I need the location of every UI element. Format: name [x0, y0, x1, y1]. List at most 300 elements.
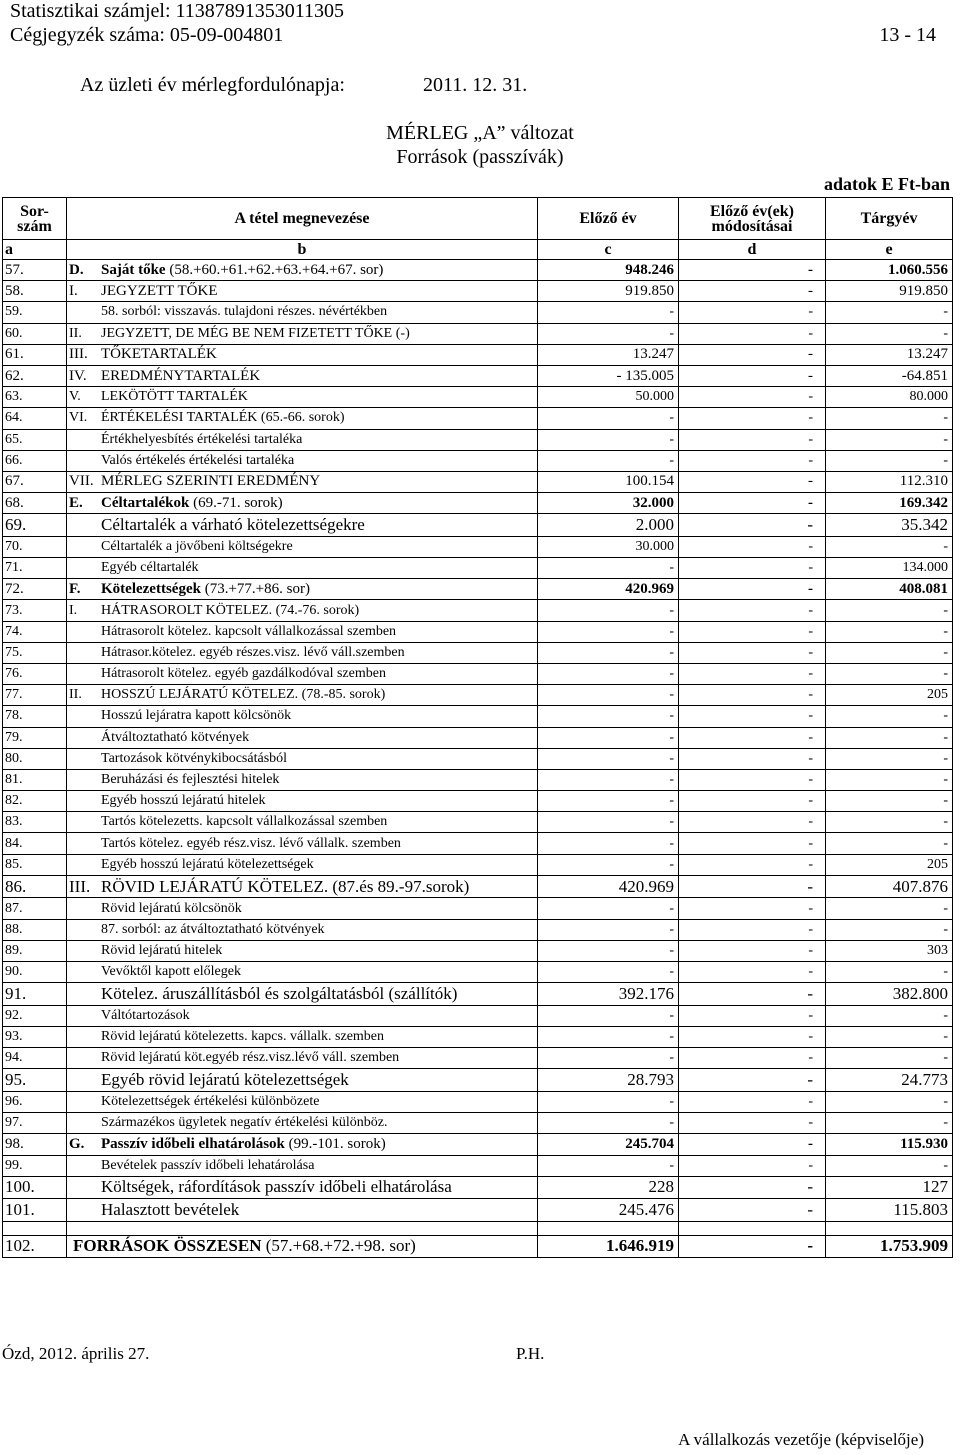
total-value-d: - — [679, 1235, 826, 1257]
table-row — [3, 642, 953, 663]
row-name-cell — [67, 281, 538, 302]
value-d: - — [679, 685, 826, 706]
table-row — [3, 514, 953, 537]
value-e: - — [826, 1091, 953, 1112]
table-row — [3, 579, 953, 600]
value-e: 35.342 — [826, 514, 953, 537]
value-d: - — [679, 1091, 826, 1112]
row-name-cell — [67, 558, 538, 579]
row-number: 87. — [3, 898, 67, 919]
value-c: 100.154 — [538, 471, 679, 492]
row-name-cell — [67, 919, 538, 940]
value-e: - — [826, 812, 953, 833]
table-row — [3, 812, 953, 833]
value-d: - — [679, 429, 826, 450]
row-name-cell — [67, 962, 538, 983]
row-number: 68. — [3, 493, 67, 514]
value-d: - — [679, 1113, 826, 1134]
table-row — [3, 450, 953, 471]
value-e: - — [826, 898, 953, 919]
value-d: - — [679, 471, 826, 492]
row-number: 94. — [3, 1048, 67, 1069]
table-row — [3, 493, 953, 514]
row-name-cell — [67, 302, 538, 323]
value-d: - — [679, 387, 826, 408]
row-name: TŐKETARTALÉK — [101, 346, 217, 363]
unit-label: adatok E Ft-ban — [823, 174, 950, 194]
row-name: Beruházási és fejlesztési hitelek — [101, 772, 280, 787]
row-number: 92. — [3, 1005, 67, 1026]
row-name-bold: Saját tőke — [101, 261, 170, 278]
row-name: ÉRTÉKELÉSI TARTALÉK (65.-66. sorok) — [101, 410, 345, 426]
row-name: Rövid lejáratú köt.egyéb rész.visz.lévő váll. szemben — [101, 1050, 400, 1066]
row-name: Halasztott bevételek — [101, 1200, 240, 1220]
value-d: - — [679, 727, 826, 748]
row-number: 65. — [3, 429, 67, 450]
row-number: 66. — [3, 450, 67, 471]
value-c: - — [538, 600, 679, 621]
value-d: - — [679, 919, 826, 940]
row-name-cell — [67, 514, 538, 537]
value-c: - — [538, 302, 679, 323]
row-name: Értékhelyesbítés értékelési tartaléka — [101, 431, 303, 447]
balance-subtitle: Források (passzívák) — [396, 146, 564, 168]
value-d: - — [679, 260, 826, 281]
row-name: Céltartalék a várható kötelezettségekre — [101, 515, 365, 535]
table-row — [3, 471, 953, 492]
value-e: 408.081 — [826, 579, 953, 600]
value-e: 112.310 — [826, 471, 953, 492]
value-c: 50.000 — [538, 387, 679, 408]
row-name: Céltartalékok (69.-71. sorok) — [101, 494, 283, 511]
value-d: - — [679, 833, 826, 854]
total-value-c: 1.646.919 — [538, 1235, 679, 1257]
table-row — [3, 344, 953, 365]
spacer-cell — [679, 1221, 826, 1235]
table-row — [3, 769, 953, 790]
page-range: 13 - 14 — [879, 24, 936, 46]
value-d: - — [679, 898, 826, 919]
value-e: - — [826, 450, 953, 471]
row-name: EREDMÉNYTARTALÉK — [101, 367, 261, 384]
row-number: 82. — [3, 791, 67, 812]
header-row — [3, 198, 953, 240]
row-name: Váltótartozások — [101, 1007, 190, 1023]
value-e: - — [826, 727, 953, 748]
value-c: - — [538, 558, 679, 579]
value-e: - — [826, 621, 953, 642]
table-row — [3, 365, 953, 386]
value-c: - — [538, 940, 679, 961]
total-row — [3, 1235, 953, 1257]
row-number: 76. — [3, 663, 67, 684]
value-c: - — [538, 642, 679, 663]
value-e: - — [826, 769, 953, 790]
row-name-cell — [67, 450, 538, 471]
table-row — [3, 663, 953, 684]
row-number: 73. — [3, 600, 67, 621]
value-d: - — [679, 514, 826, 537]
place-date: Ózd, 2012. április 27. — [2, 1344, 150, 1363]
value-e: 382.800 — [826, 983, 953, 1006]
row-name-cell — [67, 1069, 538, 1092]
row-name-cell — [67, 621, 538, 642]
value-d: - — [679, 408, 826, 429]
row-number: 69. — [3, 514, 67, 537]
row-section-code: III. — [69, 346, 88, 363]
row-name: Hátrasorolt kötelez. egyéb gazdálkodóval szemben — [101, 666, 386, 682]
row-name: JEGYZETT TŐKE — [101, 282, 218, 299]
value-e: 115.930 — [826, 1134, 953, 1155]
value-d: - — [679, 536, 826, 557]
value-d: - — [679, 1199, 826, 1222]
row-name-cell — [67, 408, 538, 429]
table-row — [3, 833, 953, 854]
row-number: 70. — [3, 536, 67, 557]
row-name-bold: Passzív időbeli elhatárolások — [101, 1135, 289, 1152]
row-number: 84. — [3, 833, 67, 854]
row-name: Rövid lejáratú hitelek — [101, 942, 223, 958]
value-d: - — [679, 621, 826, 642]
col-mod: Előző év(ek) módosításai — [679, 198, 826, 240]
row-number: 62. — [3, 365, 67, 386]
row-number: 78. — [3, 706, 67, 727]
row-name: RÖVID LEJÁRATÚ KÖTELEZ. (87.és 89.-97.sorok) — [101, 876, 470, 896]
value-c: - — [538, 685, 679, 706]
value-c: - — [538, 727, 679, 748]
row-name-cell — [67, 727, 538, 748]
value-e: 80.000 — [826, 387, 953, 408]
row-number: 97. — [3, 1113, 67, 1134]
signature-label: A vállalkozás vezetője (képviselője) — [678, 1430, 924, 1449]
letter-c: c — [538, 240, 679, 260]
table-row — [3, 281, 953, 302]
value-d: - — [679, 706, 826, 727]
value-c: 228 — [538, 1176, 679, 1199]
table-row — [3, 919, 953, 940]
row-name-cell — [67, 748, 538, 769]
row-number: 85. — [3, 854, 67, 875]
row-name: Tartós kötelezetts. kapcsolt vállalkozással szemben — [101, 814, 388, 830]
value-c: 420.969 — [538, 579, 679, 600]
value-e: - — [826, 919, 953, 940]
value-e: -64.851 — [826, 365, 953, 386]
letter-row — [3, 240, 953, 260]
table-row — [3, 1026, 953, 1047]
spacer-cell — [538, 1221, 679, 1235]
value-e: 303 — [826, 940, 953, 961]
row-name: Egyéb hosszú lejáratú hitelek — [101, 793, 266, 809]
value-d: - — [679, 769, 826, 790]
value-c: - — [538, 919, 679, 940]
row-name-cell — [67, 1176, 538, 1199]
row-section-code: D. — [69, 261, 84, 278]
table-row — [3, 600, 953, 621]
value-e: 115.803 — [826, 1199, 953, 1222]
spacer-cell — [67, 1221, 538, 1235]
row-name-cell — [67, 791, 538, 812]
value-c: - — [538, 898, 679, 919]
row-name-cell — [67, 642, 538, 663]
row-number: 95. — [3, 1069, 67, 1092]
table-row — [3, 875, 953, 898]
row-number: 64. — [3, 408, 67, 429]
row-name-cell — [67, 769, 538, 790]
row-number: 93. — [3, 1026, 67, 1047]
table-body — [3, 260, 953, 1258]
table-row — [3, 1134, 953, 1155]
row-number: 74. — [3, 621, 67, 642]
letter-b: b — [67, 240, 538, 260]
row-name: Saját tőke (58.+60.+61.+62.+63.+64.+67. sor) — [101, 261, 384, 278]
value-c: - — [538, 748, 679, 769]
row-name-cell — [67, 600, 538, 621]
row-name: 58. sorból: visszavás. tulajdoni részes. névértékben — [101, 304, 388, 320]
value-d: - — [679, 1005, 826, 1026]
value-c: - 135.005 — [538, 365, 679, 386]
value-c: 948.246 — [538, 260, 679, 281]
row-name-cell — [67, 854, 538, 875]
row-name-cell — [67, 365, 538, 386]
value-c: - — [538, 429, 679, 450]
value-c: - — [538, 812, 679, 833]
balance-table — [2, 197, 953, 1258]
value-d: - — [679, 642, 826, 663]
letter-a: a — [3, 240, 67, 260]
value-c: 919.850 — [538, 281, 679, 302]
total-name — [67, 1235, 538, 1257]
table-row — [3, 260, 953, 281]
row-section-code: III. — [69, 876, 91, 896]
value-d: - — [679, 344, 826, 365]
row-name: Költségek, ráfordítások passzív időbeli elhatárolása — [101, 1177, 452, 1197]
row-number: 101. — [3, 1199, 67, 1222]
value-d: - — [679, 302, 826, 323]
row-number: 67. — [3, 471, 67, 492]
value-d: - — [679, 748, 826, 769]
table-row — [3, 621, 953, 642]
row-name: Származékos ügyletek negatív értékelési különböz. — [101, 1115, 388, 1131]
value-c: - — [538, 1155, 679, 1176]
value-e: - — [826, 323, 953, 344]
value-d: - — [679, 579, 826, 600]
value-c: - — [538, 1005, 679, 1026]
row-name-cell — [67, 387, 538, 408]
value-d: - — [679, 450, 826, 471]
value-e: - — [826, 600, 953, 621]
row-name-cell — [67, 1199, 538, 1222]
col-curr: Tárgyév — [826, 198, 953, 240]
row-section-code: VII. — [69, 473, 94, 490]
total-name-rest: (57.+68.+72.+98. sor) — [261, 1236, 416, 1256]
balance-title: MÉRLEG „A” változat — [386, 122, 574, 144]
value-d: - — [679, 812, 826, 833]
table-row — [3, 791, 953, 812]
value-d: - — [679, 281, 826, 302]
table-row — [3, 854, 953, 875]
table-row — [3, 706, 953, 727]
row-name-cell — [67, 344, 538, 365]
row-name-cell — [67, 1155, 538, 1176]
value-c: - — [538, 962, 679, 983]
letter-e: e — [826, 240, 953, 260]
row-name-cell — [67, 875, 538, 898]
value-c: - — [538, 854, 679, 875]
row-number: 72. — [3, 579, 67, 600]
value-e: - — [826, 429, 953, 450]
row-name-cell — [67, 833, 538, 854]
table-row — [3, 1005, 953, 1026]
col-name: A tétel megnevezése — [67, 198, 538, 240]
row-name-cell — [67, 536, 538, 557]
value-c: 245.704 — [538, 1134, 679, 1155]
value-e: - — [826, 663, 953, 684]
table-row — [3, 940, 953, 961]
row-number: 98. — [3, 1134, 67, 1155]
table-row — [3, 1113, 953, 1134]
row-number: 71. — [3, 558, 67, 579]
row-name-cell — [67, 706, 538, 727]
ph-mark: P.H. — [516, 1344, 545, 1363]
row-section-code: G. — [69, 1135, 85, 1152]
value-c: - — [538, 833, 679, 854]
total-number: 102. — [3, 1235, 67, 1257]
value-e: - — [826, 748, 953, 769]
total-value-e: 1.753.909 — [826, 1235, 953, 1257]
row-name-cell — [67, 898, 538, 919]
row-name: Valós értékelés értékelési tartaléka — [101, 452, 295, 468]
row-name: HOSSZÚ LEJÁRATÚ KÖTELEZ. (78.-85. sorok) — [101, 687, 386, 703]
value-e: 919.850 — [826, 281, 953, 302]
row-name-cell — [67, 471, 538, 492]
table-row — [3, 1176, 953, 1199]
value-e: - — [826, 791, 953, 812]
value-e: - — [826, 642, 953, 663]
row-name-cell — [67, 1091, 538, 1112]
row-name-cell — [67, 685, 538, 706]
value-e: 407.876 — [826, 875, 953, 898]
row-name: Kötelezettségek (73.+77.+86. sor) — [101, 580, 310, 597]
row-section-code: IV. — [69, 367, 87, 384]
row-name-cell — [67, 260, 538, 281]
table-row — [3, 1155, 953, 1176]
col-prev: Előző év — [538, 198, 679, 240]
value-d: - — [679, 1026, 826, 1047]
value-c: - — [538, 1091, 679, 1112]
value-d: - — [679, 1048, 826, 1069]
row-name: Hátrasorolt kötelez. kapcsolt vállalkozással szemben — [101, 623, 397, 639]
value-d: - — [679, 600, 826, 621]
value-d: - — [679, 962, 826, 983]
value-e: 205 — [826, 685, 953, 706]
table-row — [3, 983, 953, 1006]
row-number: 57. — [3, 260, 67, 281]
value-e: 205 — [826, 854, 953, 875]
value-e: 24.773 — [826, 1069, 953, 1092]
value-d: - — [679, 365, 826, 386]
row-name: Hátrasor.kötelez. egyéb részes.visz. lévő váll.szemben — [101, 644, 405, 660]
spacer-cell — [3, 1221, 67, 1235]
row-name: Rövid lejáratú kötelezetts. kapcs. vállalk. szemben — [101, 1029, 385, 1045]
value-e: 1.060.556 — [826, 260, 953, 281]
value-d: - — [679, 983, 826, 1006]
row-name: Tartozások kötvénykibocsátásból — [101, 750, 288, 766]
value-d: - — [679, 558, 826, 579]
value-e: - — [826, 408, 953, 429]
value-c: - — [538, 769, 679, 790]
value-e: - — [826, 833, 953, 854]
value-c: - — [538, 450, 679, 471]
table-row — [3, 387, 953, 408]
row-number: 86. — [3, 875, 67, 898]
col-sorszam: Sor- szám — [3, 198, 67, 240]
row-name-cell — [67, 323, 538, 344]
value-c: 32.000 — [538, 493, 679, 514]
company-reg: Cégjegyzék száma: 05-09-004801 — [10, 24, 284, 46]
value-c: 420.969 — [538, 875, 679, 898]
value-d: - — [679, 791, 826, 812]
row-name: Egyéb rövid lejáratú kötelezettségek — [101, 1070, 349, 1090]
row-name-cell — [67, 1005, 538, 1026]
row-number: 77. — [3, 685, 67, 706]
row-number: 89. — [3, 940, 67, 961]
table-row — [3, 323, 953, 344]
value-c: 28.793 — [538, 1069, 679, 1092]
row-name: Bevételek passzív időbeli lehatárolása — [101, 1157, 315, 1173]
row-name: Kötelez. áruszállításból és szolgáltatásból (szállítók) — [101, 983, 458, 1003]
value-d: - — [679, 493, 826, 514]
table-row — [3, 748, 953, 769]
row-number: 99. — [3, 1155, 67, 1176]
table-row — [3, 408, 953, 429]
row-name-cell — [67, 983, 538, 1006]
row-name: 87. sorból: az átváltoztatható kötvények — [101, 921, 325, 937]
row-section-code: VI. — [69, 410, 88, 426]
value-e: 13.247 — [826, 344, 953, 365]
value-c: - — [538, 408, 679, 429]
value-c: - — [538, 1026, 679, 1047]
value-c: 30.000 — [538, 536, 679, 557]
value-c: - — [538, 1048, 679, 1069]
value-e: 134.000 — [826, 558, 953, 579]
row-name-cell — [67, 812, 538, 833]
row-number: 90. — [3, 962, 67, 983]
row-number: 61. — [3, 344, 67, 365]
row-number: 59. — [3, 302, 67, 323]
row-section-code: F. — [69, 580, 81, 597]
row-number: 75. — [3, 642, 67, 663]
row-number: 100. — [3, 1176, 67, 1199]
row-name-cell — [67, 940, 538, 961]
row-name: MÉRLEG SZERINTI EREDMÉNY — [101, 473, 321, 490]
value-c: 13.247 — [538, 344, 679, 365]
value-d: - — [679, 875, 826, 898]
value-e: - — [826, 1113, 953, 1134]
value-c: - — [538, 791, 679, 812]
value-d: - — [679, 854, 826, 875]
row-name: Tartós kötelez. egyéb rész.visz. lévő vállalk. szemben — [101, 835, 401, 851]
row-name-cell — [67, 493, 538, 514]
table-row — [3, 1069, 953, 1092]
value-d: - — [679, 1176, 826, 1199]
value-d: - — [679, 1134, 826, 1155]
row-number: 60. — [3, 323, 67, 344]
value-d: - — [679, 663, 826, 684]
value-e: 169.342 — [826, 493, 953, 514]
row-number: 63. — [3, 387, 67, 408]
balance-date-label: Az üzleti év mérlegfordulónapja: — [80, 74, 345, 96]
letter-d: d — [679, 240, 826, 260]
